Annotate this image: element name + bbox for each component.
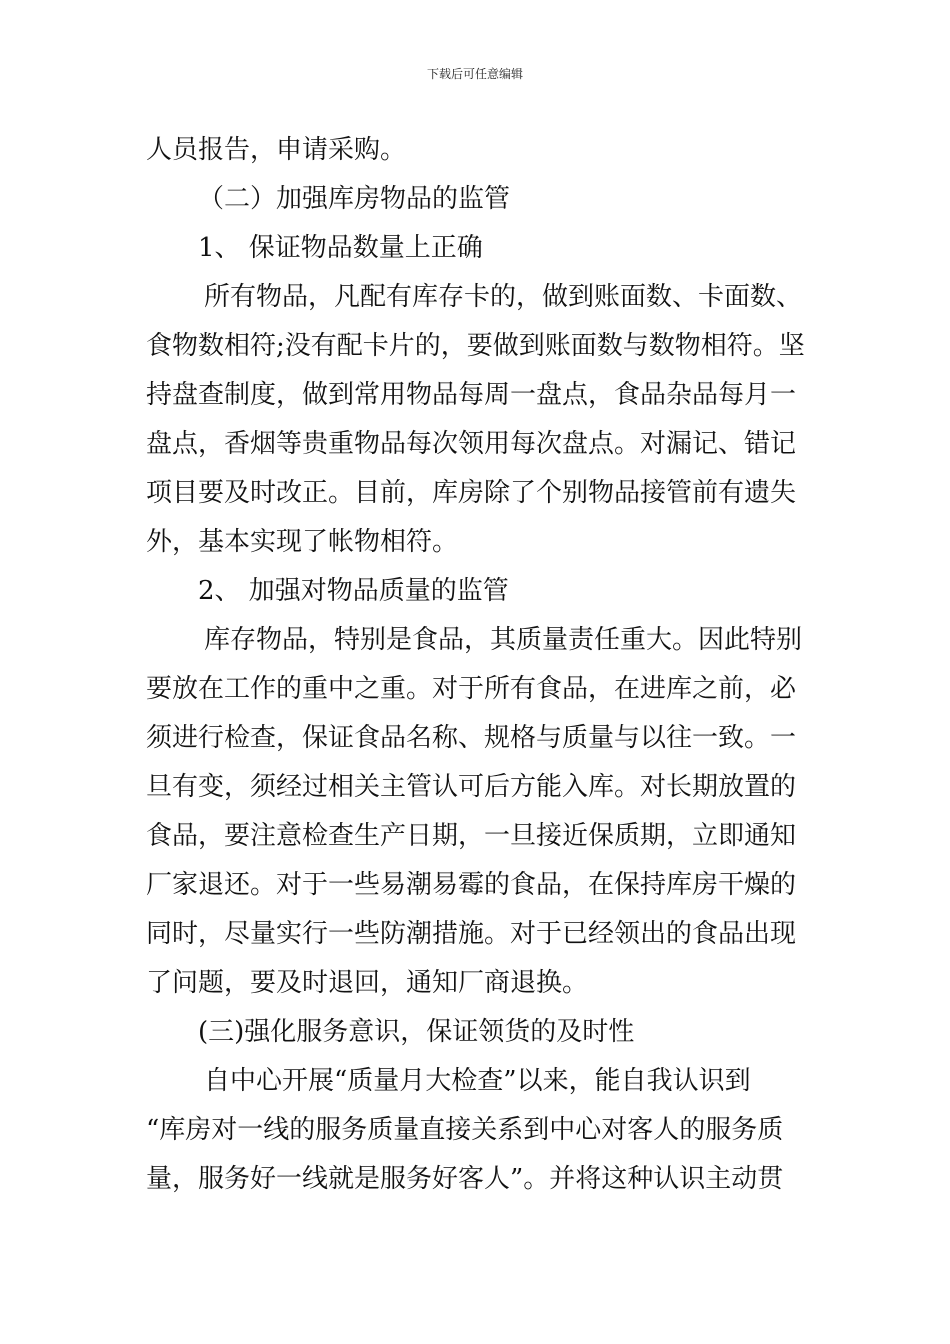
subsection-heading: 2、 加强对物品质量的监管 <box>198 576 509 606</box>
section-heading: （二）加强库房物品的监管 <box>198 184 511 214</box>
paragraph-line: 食品，要注意检查生产日期，一旦接近保质期，立即通知 <box>146 821 797 851</box>
paragraph-line: 旦有变，须经过相关主管认可后方能入库。对长期放置的 <box>146 772 797 802</box>
paragraph-line: 量，服务好一线就是服务好客人”。并将这种认识主动贯 <box>146 1164 784 1194</box>
section-heading: (三)强化服务意识，保证领货的及时性 <box>198 1017 635 1047</box>
paragraph-line: 人员报告，申请采购。 <box>146 135 407 165</box>
paragraph-line: 自中心开展“质量月大检查”以来，能自我认识到 <box>204 1066 751 1096</box>
paragraph-line: 厂家退还。对于一些易潮易霉的食品，在保持库房干燥的 <box>146 870 797 900</box>
paragraph-line: 项目要及时改正。目前，库房除了个别物品接管前有遗失 <box>146 478 797 508</box>
paragraph-line: 库存物品，特别是食品，其质量责任重大。因此特别 <box>204 625 803 655</box>
paragraph-line: 须进行检查，保证食品名称、规格与质量与以往一致。一 <box>146 723 797 753</box>
paragraph-line: 要放在工作的重中之重。对于所有食品，在进库之前，必 <box>146 674 797 704</box>
paragraph-line: 食物数相符;没有配卡片的，要做到账面数与数物相符。坚 <box>146 331 805 361</box>
paragraph-line: 持盘查制度，做到常用物品每周一盘点，食品杂品每月一 <box>146 380 797 410</box>
subsection-heading: 1、 保证物品数量上正确 <box>198 233 483 263</box>
paragraph-line: 了问题，要及时退回，通知厂商退换。 <box>146 968 589 998</box>
paragraph-line: 外，基本实现了帐物相符。 <box>146 527 459 557</box>
paragraph-line: “库房对一线的服务质量直接关系到中心对客人的服务质 <box>146 1115 784 1145</box>
page-header: 下载后可任意编辑 <box>426 67 523 81</box>
document-body <box>146 126 808 1204</box>
paragraph-line: 盘点，香烟等贵重物品每次领用每次盘点。对漏记、错记 <box>146 429 797 459</box>
paragraph-line: 所有物品，凡配有库存卡的，做到账面数、卡面数、 <box>204 282 803 312</box>
paragraph-line: 同时，尽量实行一些防潮措施。对于已经领出的食品出现 <box>146 919 797 949</box>
